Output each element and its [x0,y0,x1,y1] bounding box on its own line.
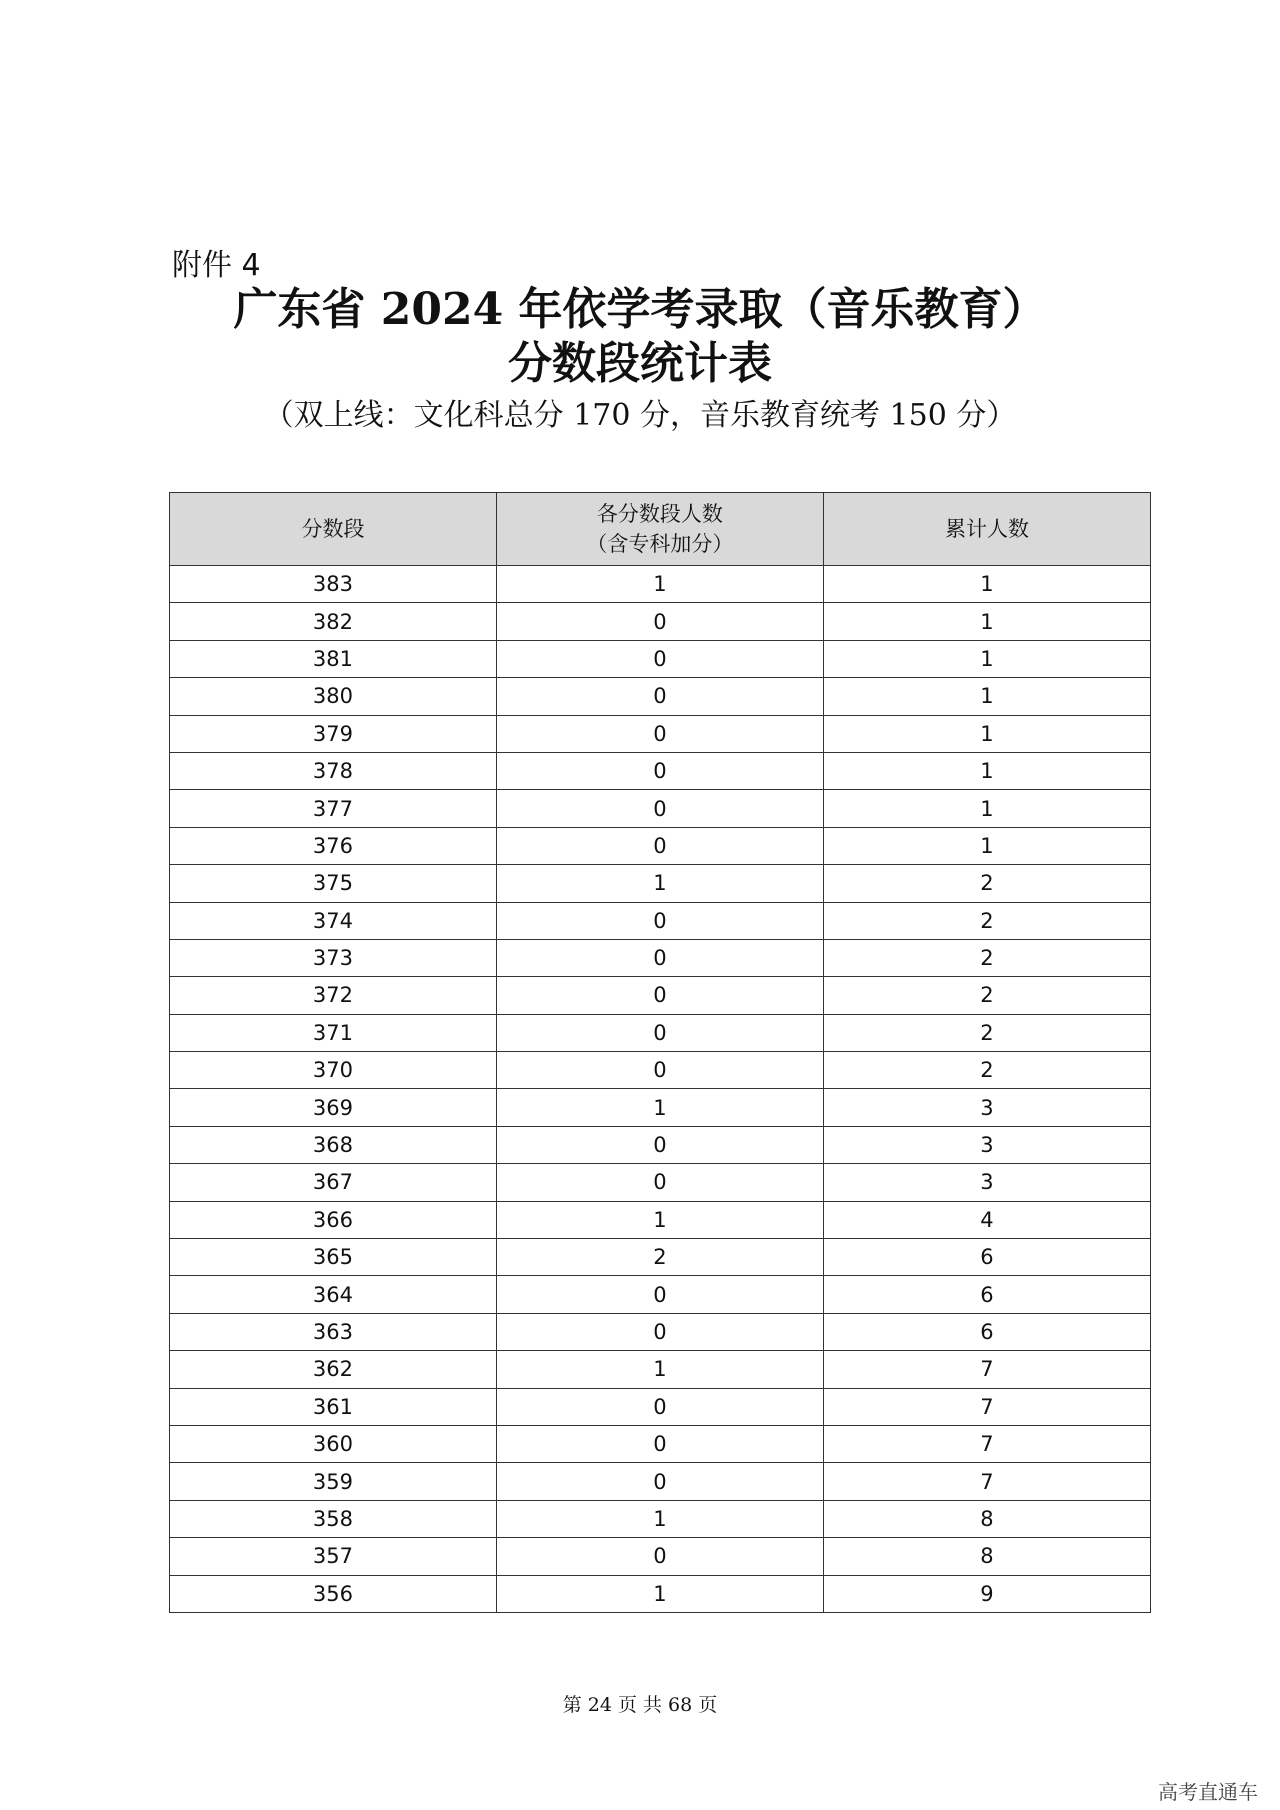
page-subtitle: （双上线：文化科总分 170 分，音乐教育统考 150 分） [263,398,1017,433]
table-header [170,493,1151,566]
cell-cumulative: 7 [823,1463,1150,1500]
table-row [170,939,1151,976]
cell-cumulative: 3 [823,1126,1150,1163]
cell-count: 1 [496,1089,823,1126]
table-row [170,1351,1151,1388]
cell-count: 0 [496,902,823,939]
cell-cumulative: 1 [823,603,1150,640]
cell-cumulative: 3 [823,1089,1150,1126]
cell-cumulative: 4 [823,1201,1150,1238]
cell-score: 359 [170,1463,497,1500]
cell-count: 0 [496,603,823,640]
cell-cumulative: 1 [823,752,1150,789]
table-row [170,790,1151,827]
cell-score: 364 [170,1276,497,1313]
cell-cumulative: 2 [823,977,1150,1014]
cell-cumulative: 2 [823,865,1150,902]
table-row [170,865,1151,902]
cell-count: 0 [496,640,823,677]
cell-count: 0 [496,977,823,1014]
table-row [170,1014,1151,1051]
score-distribution-table [169,492,1151,1613]
cell-count: 0 [496,1463,823,1500]
table-row [170,1425,1151,1462]
cell-score: 383 [170,566,497,603]
cell-score: 357 [170,1538,497,1575]
cell-count: 0 [496,715,823,752]
table-body [170,566,1151,1613]
table-row [170,827,1151,864]
cell-count: 0 [496,1164,823,1201]
cell-cumulative: 2 [823,902,1150,939]
cell-score: 362 [170,1351,497,1388]
cell-score: 365 [170,1239,497,1276]
cell-cumulative: 1 [823,678,1150,715]
cell-score: 371 [170,1014,497,1051]
cell-score: 361 [170,1388,497,1425]
table-row [170,902,1151,939]
cell-count: 1 [496,1500,823,1537]
cell-count: 0 [496,1388,823,1425]
cell-count: 0 [496,1126,823,1163]
cell-cumulative: 9 [823,1575,1150,1612]
cell-score: 360 [170,1425,497,1462]
cell-score: 368 [170,1126,497,1163]
cell-count: 0 [496,790,823,827]
table-row [170,1463,1151,1500]
cell-cumulative: 1 [823,790,1150,827]
page-title: 广东省 2024 年依学考录取（音乐教育） [233,284,1047,335]
table-row [170,678,1151,715]
cell-count: 0 [496,939,823,976]
cell-score: 376 [170,827,497,864]
table-row [170,1575,1151,1612]
cell-cumulative: 6 [823,1313,1150,1350]
cell-cumulative: 3 [823,1164,1150,1201]
cell-score: 378 [170,752,497,789]
table-header-row [170,493,1151,566]
cell-cumulative: 6 [823,1239,1150,1276]
table-row [170,566,1151,603]
cell-cumulative: 1 [823,827,1150,864]
cell-score: 358 [170,1500,497,1537]
cell-score: 372 [170,977,497,1014]
cell-cumulative: 7 [823,1425,1150,1462]
cell-count: 1 [496,865,823,902]
table-row [170,1201,1151,1238]
table-row [170,715,1151,752]
cell-cumulative: 7 [823,1388,1150,1425]
cell-cumulative: 6 [823,1276,1150,1313]
cell-score: 375 [170,865,497,902]
table-row [170,1164,1151,1201]
cell-score: 373 [170,939,497,976]
cell-score: 366 [170,1201,497,1238]
cell-score: 377 [170,790,497,827]
cell-score: 381 [170,640,497,677]
cell-score: 380 [170,678,497,715]
table-row [170,640,1151,677]
cell-cumulative: 1 [823,566,1150,603]
cell-count: 0 [496,1538,823,1575]
table-row [170,1276,1151,1313]
cell-score: 363 [170,1313,497,1350]
cell-count: 0 [496,1014,823,1051]
cell-score: 356 [170,1575,497,1612]
cell-cumulative: 2 [823,939,1150,976]
cell-count: 1 [496,1351,823,1388]
table-row [170,1388,1151,1425]
header-count-line1: 各分数段人数 [596,502,723,526]
page-title-line2: 分数段统计表 [508,338,772,389]
attachment-label: 附件 4 [172,248,261,283]
cell-count: 0 [496,827,823,864]
cell-count: 0 [496,678,823,715]
cell-count: 0 [496,1052,823,1089]
cell-cumulative: 2 [823,1014,1150,1051]
table-row [170,1538,1151,1575]
header-count [496,493,823,566]
table-row [170,1052,1151,1089]
cell-score: 369 [170,1089,497,1126]
cell-score: 367 [170,1164,497,1201]
cell-score: 382 [170,603,497,640]
cell-count: 1 [496,1575,823,1612]
cell-score: 379 [170,715,497,752]
table-row [170,977,1151,1014]
table-row [170,1500,1151,1537]
table-row [170,1239,1151,1276]
cell-cumulative: 1 [823,715,1150,752]
table-row [170,603,1151,640]
cell-cumulative: 8 [823,1538,1150,1575]
header-cumulative: 累计人数 [823,493,1150,566]
cell-cumulative: 2 [823,1052,1150,1089]
cell-cumulative: 1 [823,640,1150,677]
cell-count: 0 [496,1425,823,1462]
table-row [170,752,1151,789]
cell-count: 2 [496,1239,823,1276]
page-footer: 第 24 页 共 68 页 [562,1694,718,1716]
cell-cumulative: 7 [823,1351,1150,1388]
cell-count: 0 [496,752,823,789]
table-row [170,1126,1151,1163]
cell-count: 0 [496,1276,823,1313]
header-count-line2: （含专科加分） [586,532,734,556]
cell-score: 374 [170,902,497,939]
cell-score: 370 [170,1052,497,1089]
header-score-range: 分数段 [170,493,497,566]
table-row [170,1313,1151,1350]
cell-count: 1 [496,566,823,603]
cell-count: 1 [496,1201,823,1238]
cell-count: 0 [496,1313,823,1350]
table-row [170,1089,1151,1126]
cell-cumulative: 8 [823,1500,1150,1537]
watermark: 高考直通车 [1158,1780,1258,1804]
